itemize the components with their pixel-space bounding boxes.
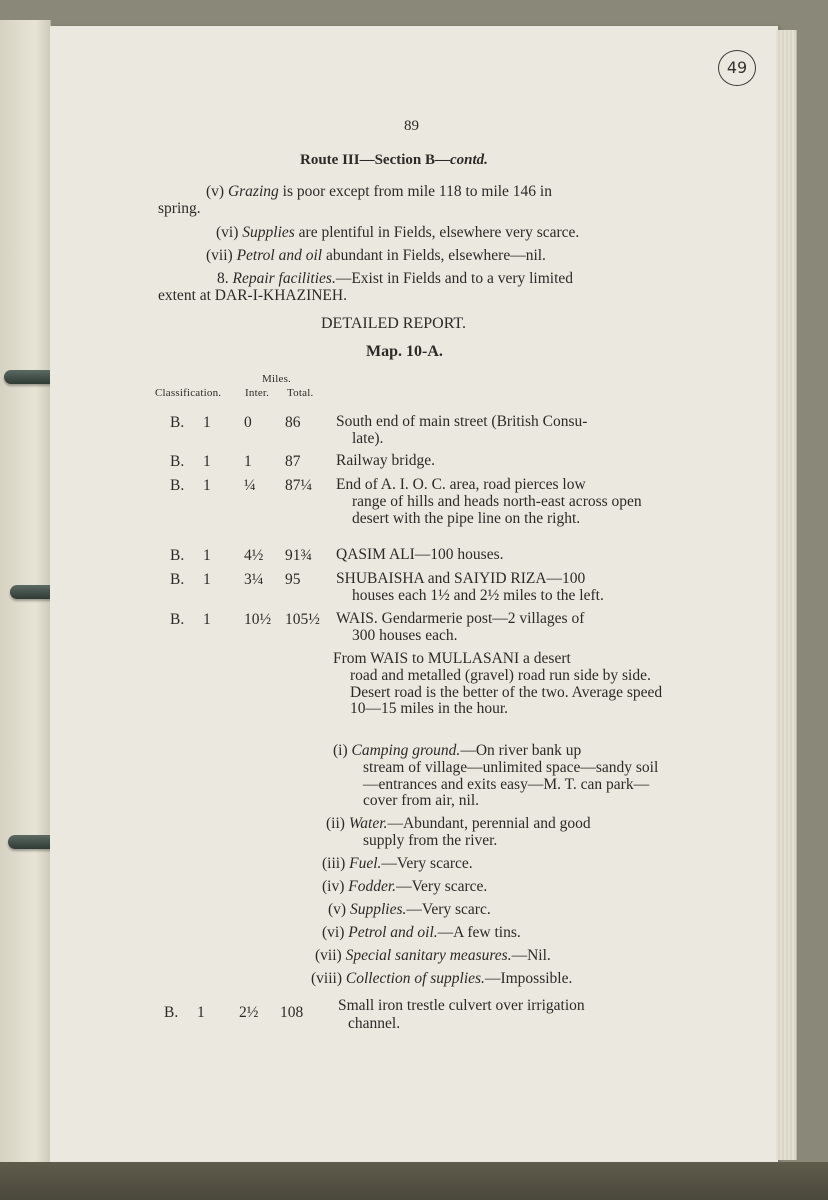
row-class-number: 1 xyxy=(203,477,211,494)
row-description: SHUBAISHA and SAIYID RIZA—100 xyxy=(336,570,586,587)
row-inter: ¼ xyxy=(244,477,256,494)
row-description: End of A. I. O. C. area, road pierces low xyxy=(336,476,586,493)
row-classification: B. xyxy=(170,547,185,564)
col-header-inter: Inter. xyxy=(245,387,270,399)
row-description-cont: late). xyxy=(352,430,384,447)
row-description: South end of main street (British Consu- xyxy=(336,413,588,430)
row-inter: 10½ xyxy=(244,611,272,628)
row-classification: B. xyxy=(170,571,185,588)
row-total: 87 xyxy=(285,453,301,470)
row-classification: B. xyxy=(164,1004,179,1021)
sub-item: (iv) Fodder.—Very scarce. xyxy=(322,878,488,895)
wais-note-cont: road and metalled (gravel) road run side by side. Desert road is the better of the two. Average speed 10—15 miles in the hour. xyxy=(350,667,663,717)
intro-item: (vii) Petrol and oil abundant in Fields, elsewhere—nil. xyxy=(206,247,546,264)
row-classification: B. xyxy=(170,611,185,628)
sub-item: (i) Camping ground.—On river bank up xyxy=(333,742,582,759)
row-inter: 4½ xyxy=(244,547,264,564)
row-class-number: 1 xyxy=(203,547,211,564)
sub-item: (viii) Collection of supplies.—Impossible. xyxy=(311,970,573,987)
row-class-number: 1 xyxy=(203,414,211,431)
map-reference: Map. 10-A. xyxy=(366,343,443,360)
wais-note: From WAIS to MULLASANI a desert xyxy=(333,650,571,667)
page-stack-edges xyxy=(776,30,797,1160)
row-class-number: 1 xyxy=(197,1004,205,1021)
row-description-cont: houses each 1½ and 2½ miles to the left. xyxy=(352,587,604,604)
row-total: 91¾ xyxy=(285,547,313,564)
intro-item: (v) Grazing is poor except from mile 118 to mile 146 in xyxy=(206,183,552,200)
row-total: 87¼ xyxy=(285,477,313,494)
row-description-cont: 300 houses each. xyxy=(352,627,458,644)
page-number: 89 xyxy=(404,118,419,134)
row-total: 86 xyxy=(285,414,301,431)
intro-item: (vi) Supplies are plentiful in Fields, elsewhere very scarce. xyxy=(216,224,580,241)
col-header-miles: Miles. xyxy=(262,373,292,385)
row-description: QASIM ALI—100 houses. xyxy=(336,546,504,563)
col-header-classification: Classification. xyxy=(155,387,222,399)
row-description: Railway bridge. xyxy=(336,452,436,469)
row-description-cont: channel. xyxy=(348,1015,401,1032)
row-inter: 0 xyxy=(244,414,252,431)
row-classification: B. xyxy=(170,477,185,494)
intro-item-cont: extent at DAR-I-KHAZINEH. xyxy=(158,287,347,304)
sub-item-cont: supply from the river. xyxy=(363,832,498,849)
sub-item: (ii) Water.—Abundant, perennial and good xyxy=(326,815,591,832)
facing-page-edge xyxy=(0,20,51,1180)
sub-item: (vi) Petrol and oil.—A few tins. xyxy=(322,924,521,941)
row-total: 95 xyxy=(285,571,301,588)
row-description: Small iron trestle culvert over irrigation xyxy=(338,997,585,1014)
row-class-number: 1 xyxy=(203,611,211,628)
row-description: WAIS. Gendarmerie post—2 villages of xyxy=(336,610,585,627)
row-classification: B. xyxy=(170,414,185,431)
row-total: 105½ xyxy=(285,611,320,628)
intro-item: 8. Repair facilities.—Exist in Fields and to a very limited xyxy=(217,270,574,287)
sub-item: (iii) Fuel.—Very scarce. xyxy=(322,855,473,872)
row-description-cont: range of hills and heads north-east across open desert with the pipe line on the right. xyxy=(352,493,642,527)
sub-item: (v) Supplies.—Very scarc. xyxy=(328,901,491,918)
row-total: 108 xyxy=(280,1004,304,1021)
folio-stamp: 49 xyxy=(718,50,756,86)
row-inter: 2½ xyxy=(239,1004,259,1021)
sub-item-cont: stream of village—unlimited space—sandy soil—entrances and exits easy—M. T. can park—cover from air, nil. xyxy=(363,759,659,809)
section-heading: Route III—Section B—contd. xyxy=(300,152,488,168)
row-inter: 3¼ xyxy=(244,571,264,588)
intro-item-cont: spring. xyxy=(158,200,201,217)
row-class-number: 1 xyxy=(203,453,211,470)
row-class-number: 1 xyxy=(203,571,211,588)
row-inter: 1 xyxy=(244,453,252,470)
detailed-report-title: DETAILED REPORT. xyxy=(321,315,466,332)
book-cover-bottom xyxy=(0,1162,828,1200)
col-header-total: Total. xyxy=(287,387,314,399)
row-classification: B. xyxy=(170,453,185,470)
sub-item: (vii) Special sanitary measures.—Nil. xyxy=(315,947,551,964)
